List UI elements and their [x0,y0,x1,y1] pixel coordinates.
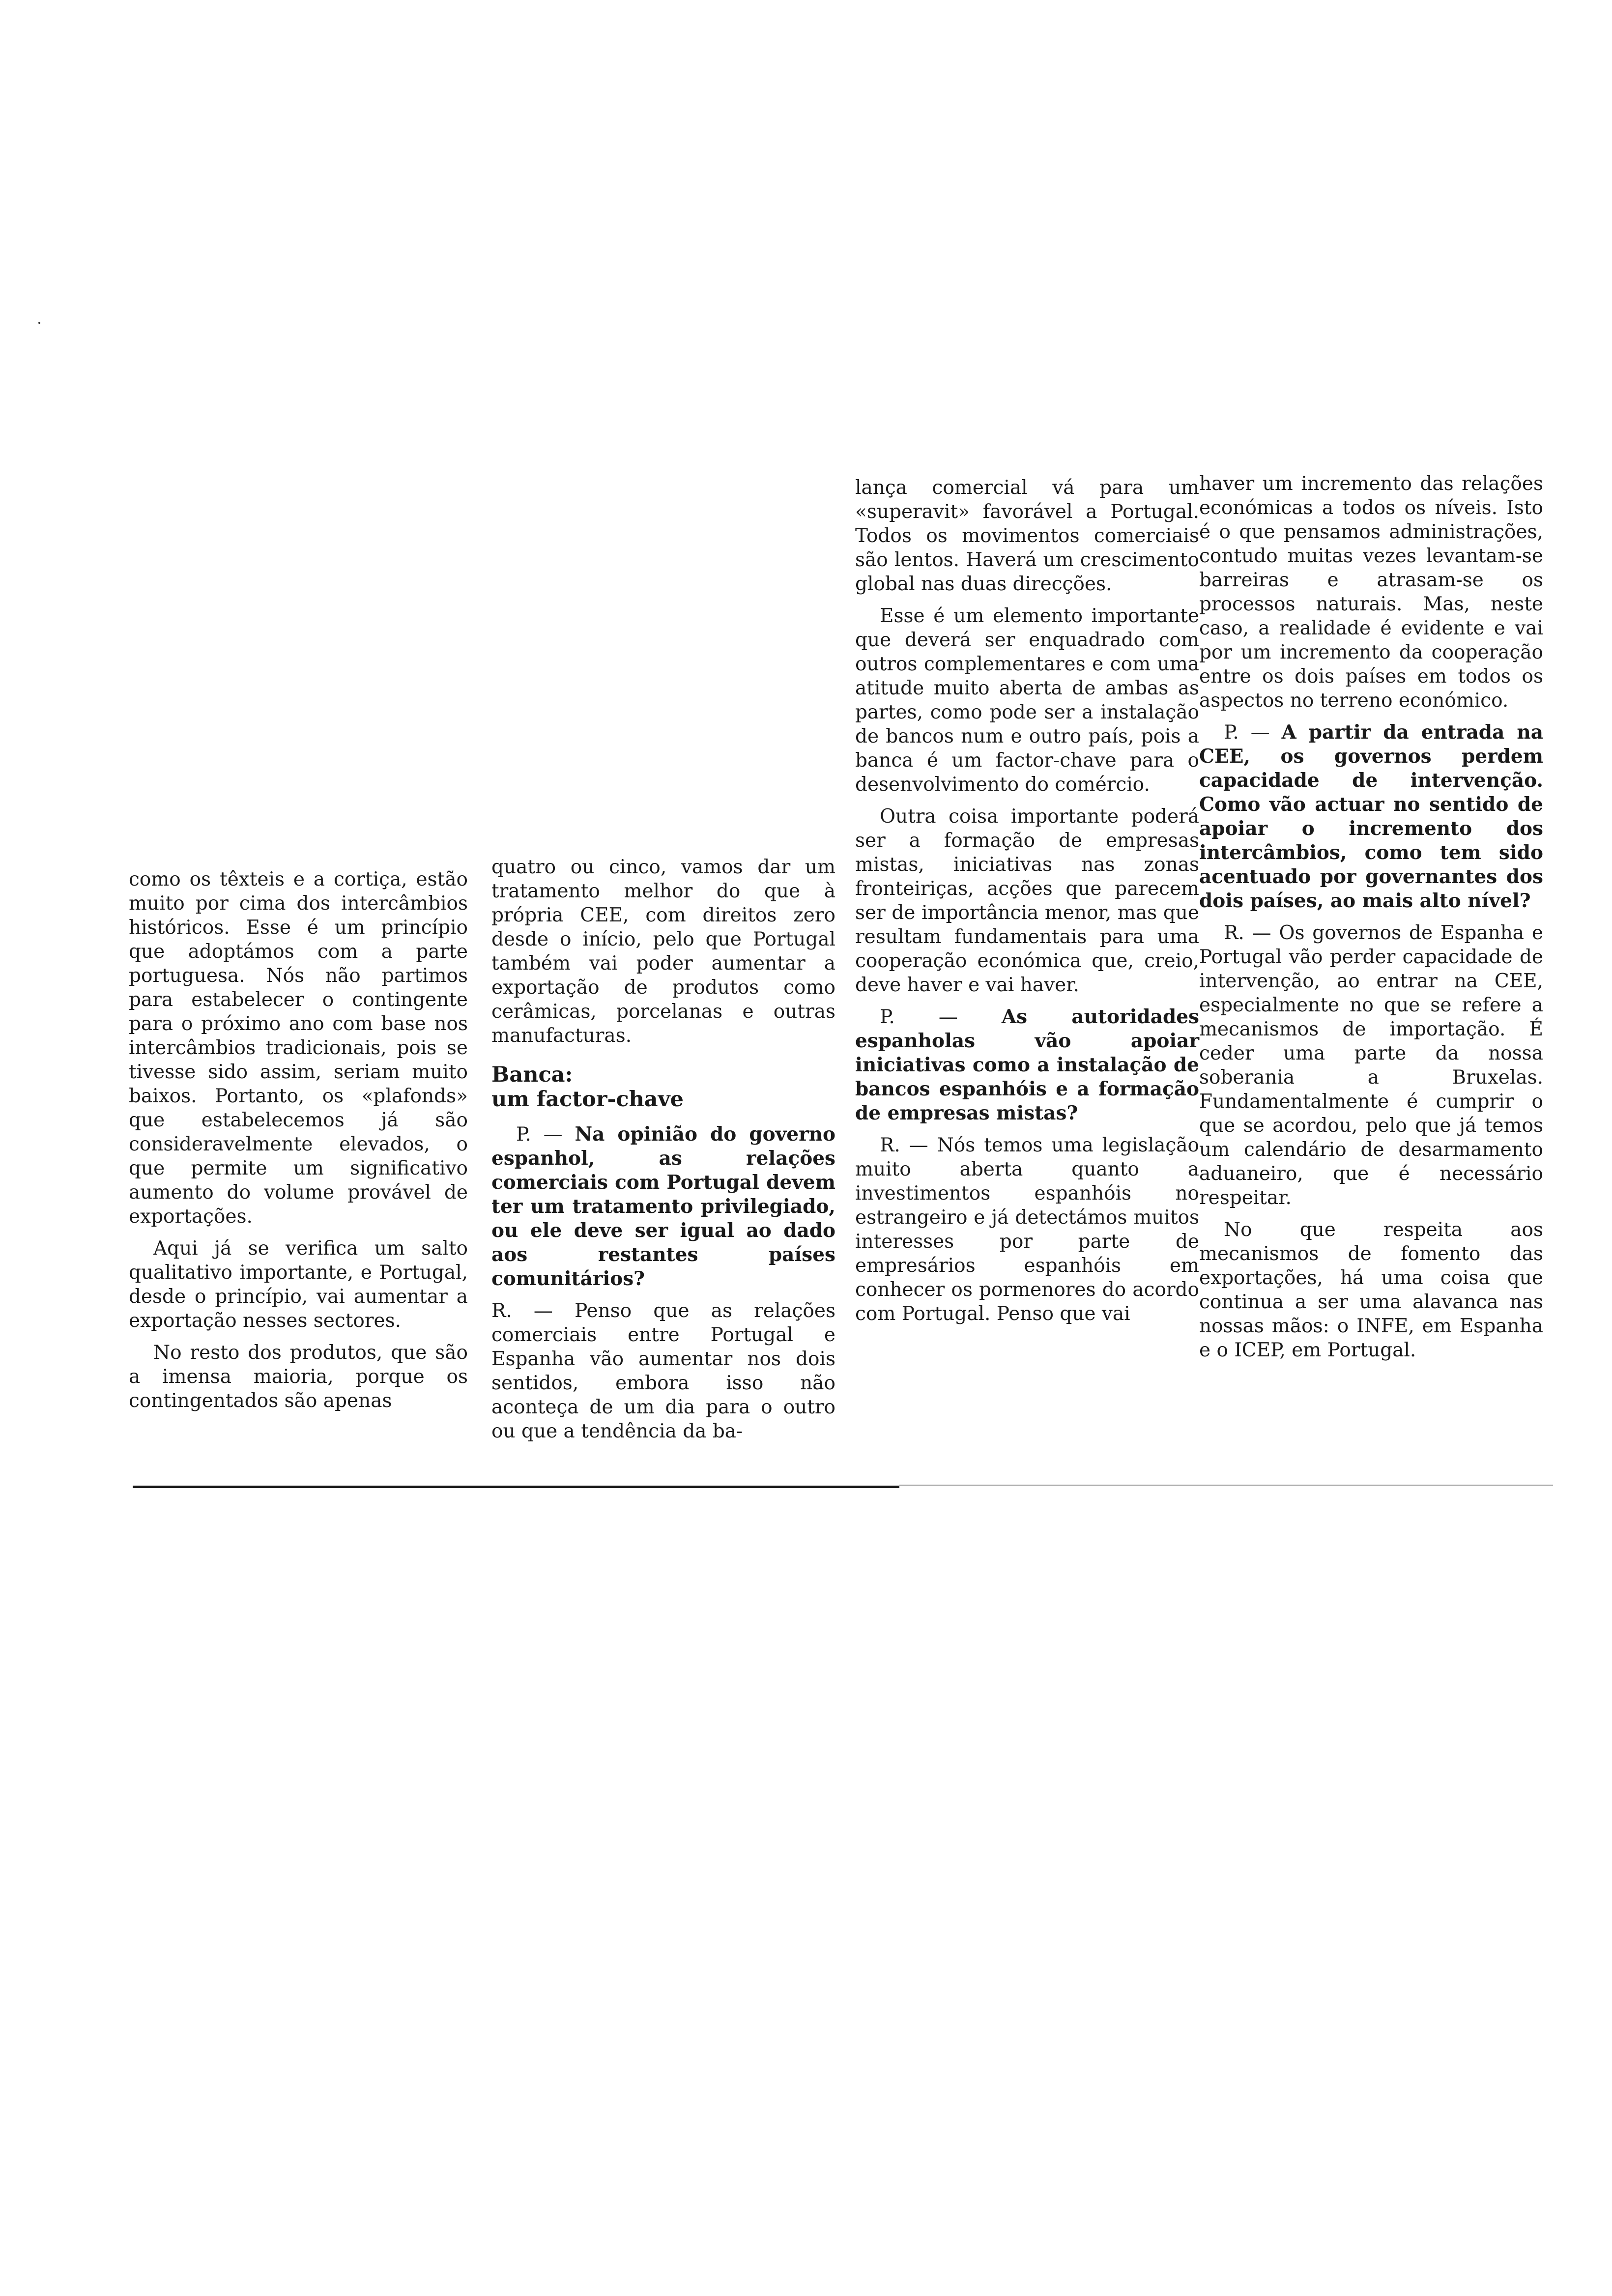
interview-answer [491,1299,835,1443]
bottom-rule [133,1486,899,1488]
paragraph-text: Esse é um elemento importante que deverá ser enquadrado com outros complementares e com uma atitude muito aberta de ambas as partes, como pode ser a instalação de bancos num e outro país, pois a banca é um factor-chave para o desenvolvimento do comércio. [855,605,1199,796]
interview-answer [855,1133,1199,1326]
scan-speck [38,322,40,324]
bottom-rule-faint [899,1485,1553,1486]
paragraph-text: Nós temos uma legislação muito aberta quanto a investimentos espanhóis no estrangeiro e já detectámos muitos interesses por parte de empresários espanhóis em conhecer os pormenores do acordo com Portugal. Penso que vai [855,1134,1199,1325]
paragraph-text: A partir da entrada na CEE, os governos perdem capacidade de intervenção. Como vão actuar no sentido de apoiar o incremento dos intercâmbios, como tem sido acentuado por governantes dos dois países, ao mais alto nível? [1199,721,1543,912]
article-column-4 [1199,472,1543,1362]
body-paragraph [855,604,1199,797]
speaker-marker: P. — [1224,721,1282,744]
paragraph-text: haver um incremento das relações económicas a todos os níveis. Isto é o que pensamos administrações, contudo muitas vezes levantam-se barreiras e atrasam-se os processos naturais. Mas, neste caso, a realidade é evidente e vai por um incremento da cooperação entre os dois países em todos os aspectos no terreno económico. [1199,473,1543,712]
interview-question [855,1005,1199,1125]
speaker-marker: R. — [880,1134,937,1156]
body-paragraph [129,1236,468,1333]
article-column-2 [491,855,835,1443]
paragraph-text: quatro ou cinco, vamos dar um tratamento melhor do que à própria CEE, com direitos zero desde o início, pelo que Portugal também vai poder aumentar a exportação de produtos como cerâmicas, porcelanas e outras manufacturas. [491,856,835,1047]
paragraph-text: Aqui já se verifica um salto qualitativo importante, e Portugal, desde o princípio, vai aumentar a exportação nesses sectores. [129,1237,468,1332]
paragraph-text: Outra coisa importante poderá ser a formação de empresas mistas, iniciativas nas zonas fronteiriças, acções que parecem ser de importância menor, mas que resultam fundamentais para uma cooperação económica que, creio, deve haver e vai haver. [855,805,1199,996]
paragraph-text: como os têxteis e a cortiça, estão muito por cima dos intercâmbios históricos. Esse é um princípio que adoptámos com a parte portuguesa. Nós não partimos para estabelecer o contingente para o próximo ano com base nos intercâmbios tradicionais, pois se tivesse sido assim, seriam muito baixos. Portanto, os «plafonds» que estabelecemos já são consideravelmente elevados, o que permite um significativo aumento do volume provável de exportações. [129,868,468,1228]
speaker-marker: R. — [491,1300,575,1322]
paragraph-text: Os governos de Espanha e Portugal vão perder capacidade de intervenção, ao entrar na CEE, especialmente no que se refere a mecanismos de importação. É ceder uma parte da nossa soberania a Bruxelas. Fundamentalmente é cumprir o que se acordou, pelo que já temos um calendário de desarmamento aduaneiro, que é necessário respeitar. [1199,922,1543,1209]
paragraph-text: No resto dos produtos, que são a imensa maioria, porque os contingentados são apenas [129,1342,468,1412]
paragraph-text: Penso que as relações comerciais entre Portugal e Espanha vão aumentar nos dois sentidos, embora isso não aconteça de um dia para o outro ou que a tendência da ba- [491,1300,835,1442]
article-column-3 [855,476,1199,1326]
interview-question [491,1122,835,1291]
body-paragraph [1199,1218,1543,1362]
speaker-marker: P. — [516,1123,575,1146]
body-paragraph [855,804,1199,997]
speaker-marker: R. — [1224,922,1279,944]
body-paragraph [1199,472,1543,713]
paragraph-text: lança comercial vá para um «superavit» favorável a Portugal. Todos os movimentos comerciais são lentos. Haverá um crescimento global nas duas direcções. [855,477,1199,595]
paragraph-text: Na opinião do governo espanhol, as relações comerciais com Portugal devem ter um tratamento privilegiado, ou ele deve ser igual ao dado aos restantes países comunitários? [491,1123,836,1290]
speaker-marker: P. — [880,1006,1002,1028]
section-heading-line1: Banca: [491,1062,573,1087]
paragraph-text: As autoridades espanholas vão apoiar iniciativas como a instalação de bancos espanhóis e a formação de empresas mistas? [855,1005,1200,1124]
body-paragraph [129,1341,468,1413]
body-paragraph [855,476,1199,596]
body-paragraph [129,867,468,1229]
section-heading [491,1062,835,1112]
interview-answer [1199,921,1543,1210]
article-column-1 [129,867,468,1413]
section-heading-line2: um factor-chave [491,1087,684,1112]
paragraph-text: No que respeita aos mecanismos de fomento das exportações, há uma coisa que continua a ser uma alavanca nas nossas mãos: o INFE, em Espanha e o ICEP, em Portugal. [1199,1219,1543,1361]
body-paragraph [491,855,835,1048]
interview-question [1199,720,1543,913]
